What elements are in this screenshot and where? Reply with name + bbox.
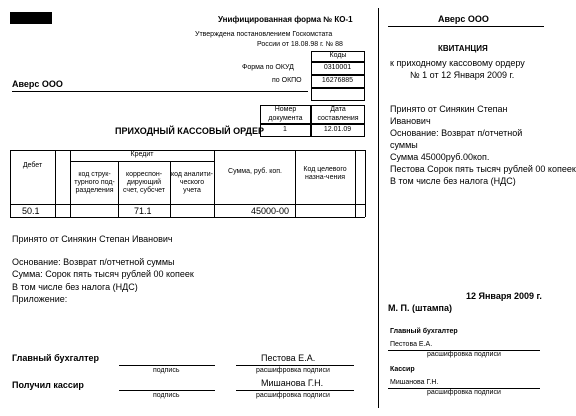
receipt-basis-2: суммы — [390, 140, 418, 150]
approved-line-1: Утверждена постановлением Госкомстата — [195, 31, 333, 38]
chief-accountant-signature-line — [119, 365, 215, 366]
okpo-value: 16276885 — [321, 76, 354, 84]
doc-date-value-cell — [311, 124, 365, 137]
organization-name: Аверс ООО — [12, 79, 63, 89]
cashier-name-line — [236, 390, 354, 391]
empty-code-cell-1 — [311, 88, 365, 101]
header-black-bar — [10, 12, 52, 24]
analytic-code-header: код аналити-ческого учета — [171, 170, 214, 195]
codes-header-text: Коды — [329, 52, 347, 60]
receipt-divider — [378, 8, 379, 408]
receipt-text-line: Пестова Сорок пять тысяч рублей 00 копеек — [390, 164, 576, 174]
chief-accountant-name-line — [236, 365, 354, 366]
okud-label: Форма по ОКУД — [242, 64, 294, 71]
receipt-org-underline — [388, 26, 544, 27]
doc-number-header: Номер документа — [260, 105, 311, 124]
receipt-sum: Сумма 45000руб.00коп. — [390, 152, 490, 162]
receipt-chief-accountant-label: Главный бухгалтер — [390, 328, 458, 335]
decoding-caption-1: расшифровка подписи — [256, 367, 330, 374]
approved-line-2: России от 18.08.98 г. № 88 — [257, 41, 343, 48]
okud-value-cell — [311, 62, 365, 75]
amount-header: Сумма, руб. коп. — [228, 167, 282, 175]
signature-caption-2: подпись — [153, 392, 180, 399]
okpo-value-cell — [311, 75, 365, 88]
decoding-caption-2: расшифровка подписи — [256, 392, 330, 399]
structural-unit-code-header: код струк-турного под-разделения — [74, 170, 115, 195]
cashier-signature-line — [119, 390, 215, 391]
credit-header: Кредит — [130, 151, 154, 159]
receipt-decoding-caption-2: расшифровка подписи — [427, 389, 501, 396]
receipt-date: 12 Января 2009 г. — [466, 291, 542, 301]
debit-header: Дебет — [22, 161, 43, 169]
doc-number-value: 1 — [283, 125, 287, 133]
doc-date-value: 12.01.09 — [323, 125, 352, 133]
receipt-line-1: к приходному кассовому ордеру — [390, 58, 525, 68]
debit-value: 50.1 — [22, 206, 40, 216]
organization-underline — [12, 91, 308, 92]
receipt-org-name: Аверс ООО — [438, 14, 489, 24]
signature-caption-1: подпись — [153, 367, 180, 374]
receipt-cashier-label: Кассир — [390, 366, 415, 373]
receipt-chief-accountant-name: Пестова Е.А. — [390, 341, 433, 348]
receipt-received-from-2: Иванович — [390, 116, 431, 126]
sum-in-words: Сумма: Сорок пять тысяч рублей 00 копеек — [12, 269, 194, 279]
receipt-basis-1: Основание: Возврат п/отчетной — [390, 128, 523, 138]
doc-date-header: Дата составления — [311, 105, 365, 124]
okud-value: 0310001 — [323, 63, 352, 71]
received-from: Принято от Синякин Степан Иванович — [12, 234, 173, 244]
okpo-label: по ОКПО — [272, 77, 302, 84]
form-title: Унифицированная форма № КО-1 — [218, 15, 353, 24]
receipt-decoding-caption-1: расшифровка подписи — [427, 351, 501, 358]
target-code-header: Код целевого назна-чения — [303, 165, 347, 181]
codes-header — [311, 51, 365, 62]
receipt-stamp: М. П. (штампа) — [388, 303, 452, 313]
receipt-title: КВИТАНЦИЯ — [438, 44, 488, 53]
attachment: Приложение: — [12, 294, 68, 304]
chief-accountant-name: Пестова Е.А. — [261, 353, 316, 363]
vat-note: В том числе без налога (НДС) — [12, 282, 138, 292]
cashier-name: Мишанова Г.Н. — [261, 378, 324, 388]
chief-accountant-label: Главный бухгалтер — [12, 353, 100, 363]
cashier-label: Получил кассир — [12, 380, 84, 390]
corr-account-header: корреспон-дирующий счет, субсчет — [123, 170, 165, 195]
doc-number-value-cell — [260, 124, 311, 137]
document-title: ПРИХОДНЫЙ КАССОВЫЙ ОРДЕР — [115, 126, 264, 136]
receipt-line-2: № 1 от 12 Января 2009 г. — [410, 70, 515, 80]
corr-account-value: 71.1 — [134, 206, 152, 216]
receipt-cashier-name: Мишанова Г.Н. — [390, 379, 439, 386]
amount-value: 45000-00 — [251, 206, 290, 216]
receipt-vat: В том числе без налога (НДС) — [390, 176, 516, 186]
receipt-received-from-1: Принято от Синякин Степан — [390, 104, 508, 114]
basis: Основание: Возврат п/отчетной суммы — [12, 257, 175, 267]
